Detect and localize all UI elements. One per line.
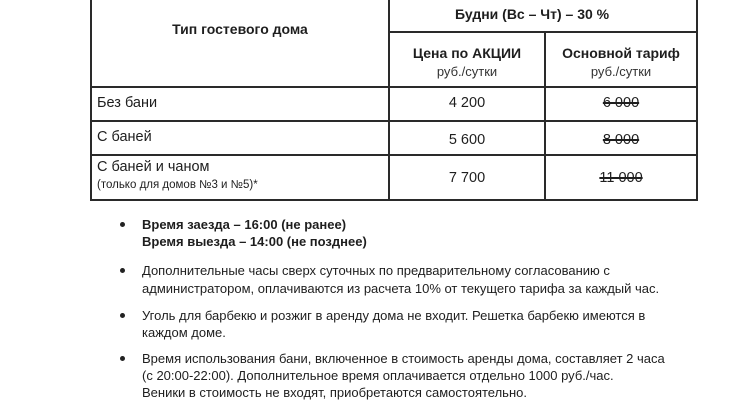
- list-item-line: Уголь для барбекю и розжиг в аренду дома не входит. Решетка барбекю имеются в: [142, 308, 646, 323]
- row-line-1: [90, 120, 698, 122]
- list-item-line: Веники в стоимость не входят, приобретаются самостоятельно.: [142, 385, 527, 400]
- header-bottom-line: [90, 86, 698, 88]
- row-type: С баней: [97, 129, 152, 145]
- list-item-line: каждом доме.: [142, 325, 226, 340]
- list-item-line: Дополнительные часы сверх суточных по предварительному согласованию с: [142, 263, 610, 278]
- bullet-icon: [120, 356, 125, 361]
- bullet-icon: [120, 268, 125, 273]
- type-header: Тип гостевого дома: [172, 21, 308, 37]
- base-price: 8 000: [602, 132, 640, 148]
- promo-price-unit: руб./сутки: [436, 64, 498, 79]
- row-line-2: [90, 154, 698, 156]
- promo-price: 7 700: [448, 170, 486, 186]
- base-price: 11 000: [599, 170, 643, 186]
- table-bottom-line: [90, 199, 698, 201]
- weekday-discount-header: Будни (Вс – Чт) – 30 %: [455, 6, 610, 22]
- promo-price-header: Цена по АКЦИИ: [412, 45, 522, 61]
- list-item-line: Время использования бани, включенное в стоимость аренды дома, составляет 2 часа: [142, 351, 665, 366]
- list-item-line: администратором, оплачиваются из расчета 10% от текущего тарифа за каждый час.: [142, 281, 660, 296]
- table-border-left: [90, 0, 92, 200]
- row-type: Без бани: [97, 95, 158, 111]
- row-type: С баней и чаном: [97, 159, 210, 175]
- promo-price: 5 600: [448, 132, 486, 148]
- check-out-time: Время выезда – 14:00 (не позднее): [142, 234, 367, 249]
- base-rate-unit: руб./сутки: [590, 64, 652, 79]
- promo-price: 4 200: [448, 95, 486, 111]
- row-note: (только для домов №3 и №5)*: [97, 179, 258, 191]
- base-rate-header: Основной тариф: [562, 45, 680, 61]
- base-price: 6 000: [602, 95, 640, 111]
- table-border-right: [696, 0, 698, 200]
- list-item-line: (с 20:00-22:00). Дополнительное время оплачивается отдельно 1000 руб./час.: [142, 368, 614, 383]
- check-in-time: Время заезда – 16:00 (не ранее): [142, 217, 347, 232]
- bullet-icon: [120, 222, 125, 227]
- header-subdivider: [388, 31, 698, 33]
- bullet-icon: [120, 313, 125, 318]
